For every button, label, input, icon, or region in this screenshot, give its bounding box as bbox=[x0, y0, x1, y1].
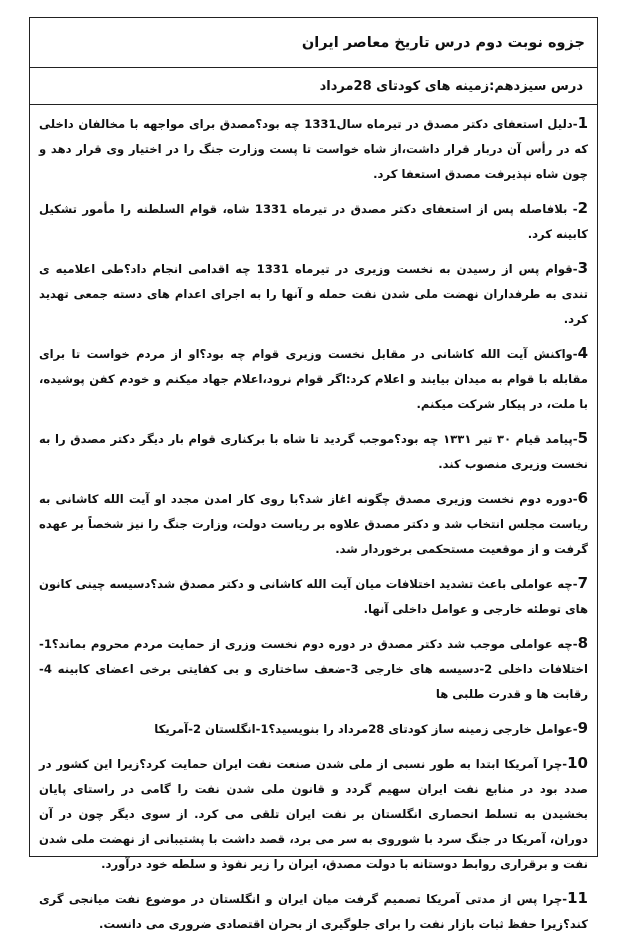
question-number: 11 bbox=[567, 889, 588, 907]
question-number: 6 bbox=[577, 489, 588, 507]
questions-list bbox=[30, 105, 597, 931]
question-item bbox=[39, 426, 588, 477]
question-number: 5 bbox=[577, 429, 589, 447]
document-page bbox=[29, 17, 598, 931]
question-item bbox=[39, 256, 588, 332]
question-item bbox=[39, 341, 588, 417]
question-text: -چرا پس از مدتی آمریکا تصمیم گرفت میان ایران و انگلستان در موضوع نفت میانجی گری کند؟زیرا حفظ ثبات بازار نفت را برای جلوگیری از بحران اقتصادی ضروری می دانست. bbox=[39, 892, 588, 931]
question-text: -چه عواملی باعث تشدید اختلافات میان آیت الله کاشانی و دکتر مصدق شد؟دسیسه چینی کانون های توطئه خارجی و عوامل داخلی آنها. bbox=[39, 577, 588, 616]
question-item bbox=[39, 751, 588, 877]
question-number: 4 bbox=[577, 344, 588, 362]
question-item bbox=[39, 571, 588, 622]
question-number: 8 bbox=[577, 634, 588, 652]
question-text: -واکنش آیت الله کاشانی در مقابل نخست وزیری قوام چه بود؟او از مردم خواست تا برای مقابله با قوام به میدان بیایند و اعلام کرد:اگر قوام نرود،اعلام جهاد میکنم و خودم کفن پوشیده، با ملت، در پیکار شرکت میکنم. bbox=[39, 347, 588, 411]
lesson-heading-box bbox=[30, 68, 597, 105]
question-number: 1 bbox=[577, 114, 588, 132]
question-number: 3 bbox=[577, 259, 588, 277]
question-text: -چه عواملی موجب شد دکتر مصدق در دوره دوم نخست وزری از حمایت مردم محروم بماند؟1-اختلافات داخلی 2-دسیسه های خارجی 3-ضعف ساختاری و بی کفایتی برخی اعضای کابینه 4-رقابت ها و قدرت طلبی ها bbox=[39, 637, 588, 701]
question-number: 10 bbox=[567, 754, 588, 772]
question-item bbox=[39, 111, 588, 187]
question-text: -پیامد قیام ۳۰ تیر ۱۳۳۱ چه بود؟موجب گردید تا شاه با برکناری قوام بار دیگر دکتر مصدق را به نخست وزیری منصوب کند. bbox=[39, 432, 588, 471]
document-title: جزوه نوبت دوم درس تاریخ معاصر ایران bbox=[301, 34, 585, 51]
question-item bbox=[39, 486, 588, 562]
question-number: 9 bbox=[577, 719, 588, 737]
title-box bbox=[30, 18, 597, 68]
question-number: 2 bbox=[577, 199, 588, 217]
question-number: 7 bbox=[577, 574, 588, 592]
question-item bbox=[39, 196, 588, 247]
question-item bbox=[39, 631, 588, 707]
question-text: -قوام پس از رسیدن به نخست وزیری در تیرماه 1331 چه اقدامی انجام داد؟طی اعلامیه ی تندی به طرفداران نهضت ملی شدن نفت حمله و آنها را به اجرای اعدام های دسته جمعی تهدید کرد. bbox=[39, 262, 588, 326]
question-text: - بلافاصله پس از استعفای دکتر مصدق در تیرماه 1331 شاه، قوام السلطنه را مأمور تشکیل کابینه کرد. bbox=[39, 202, 588, 241]
question-text: -دوره دوم نخست وزیری مصدق چگونه اغاز شد؟با روی کار امدن مجدد او آیت الله کاشانی به ریاست مجلس انتخاب شد و دکتر مصدق علاوه بر ریاست دولت، وزارت جنگ را نیز شخصاً بر عهده گرفت و از موقعیت مستحکمی برخوردار شد. bbox=[39, 492, 588, 556]
question-item bbox=[39, 716, 588, 742]
question-text: -چرا آمریکا ابتدا به طور نسبی از ملی شدن صنعت نفت ایران حمایت کرد؟زیرا این کشور در صدد بود در منابع نفت ایران سهیم گردد و قانون ملی شدن نفت را گامی در راستای پایان بخشیدن به تسلط انحصاری انگلستان بر نفت ایران تلقی می کرد. از سوی دیگر چون در آن دوران، آمریکا در جنگ سرد با شوروی به سر می برد، قصد داشت با پشتیبانی از نهضت ملی شدن نفت و برقراری روابط دوستانه با دولت مصدق، ایران را زیر نفوذ و سلطه خود درآورد. bbox=[39, 757, 588, 871]
question-text: -عوامل خارجی زمینه ساز کودتای 28مرداد را بنویسید؟1-انگلستان 2-آمریکا bbox=[154, 722, 578, 736]
question-text: -دلیل استعفای دکتر مصدق در تیرماه سال1331 چه بود؟مصدق برای مواجهه با مخالفان داخلی که در رأس آن دربار قرار داشت،از شاه خواست تا پست وزارت جنگ را در اختیار وی قرار دهد و چون شاه نپذیرفت مصدق استعفا کرد. bbox=[39, 117, 588, 181]
lesson-heading: درس سیزدهم:زمینه های کودتای 28مرداد bbox=[319, 78, 583, 94]
question-item bbox=[39, 886, 588, 937]
